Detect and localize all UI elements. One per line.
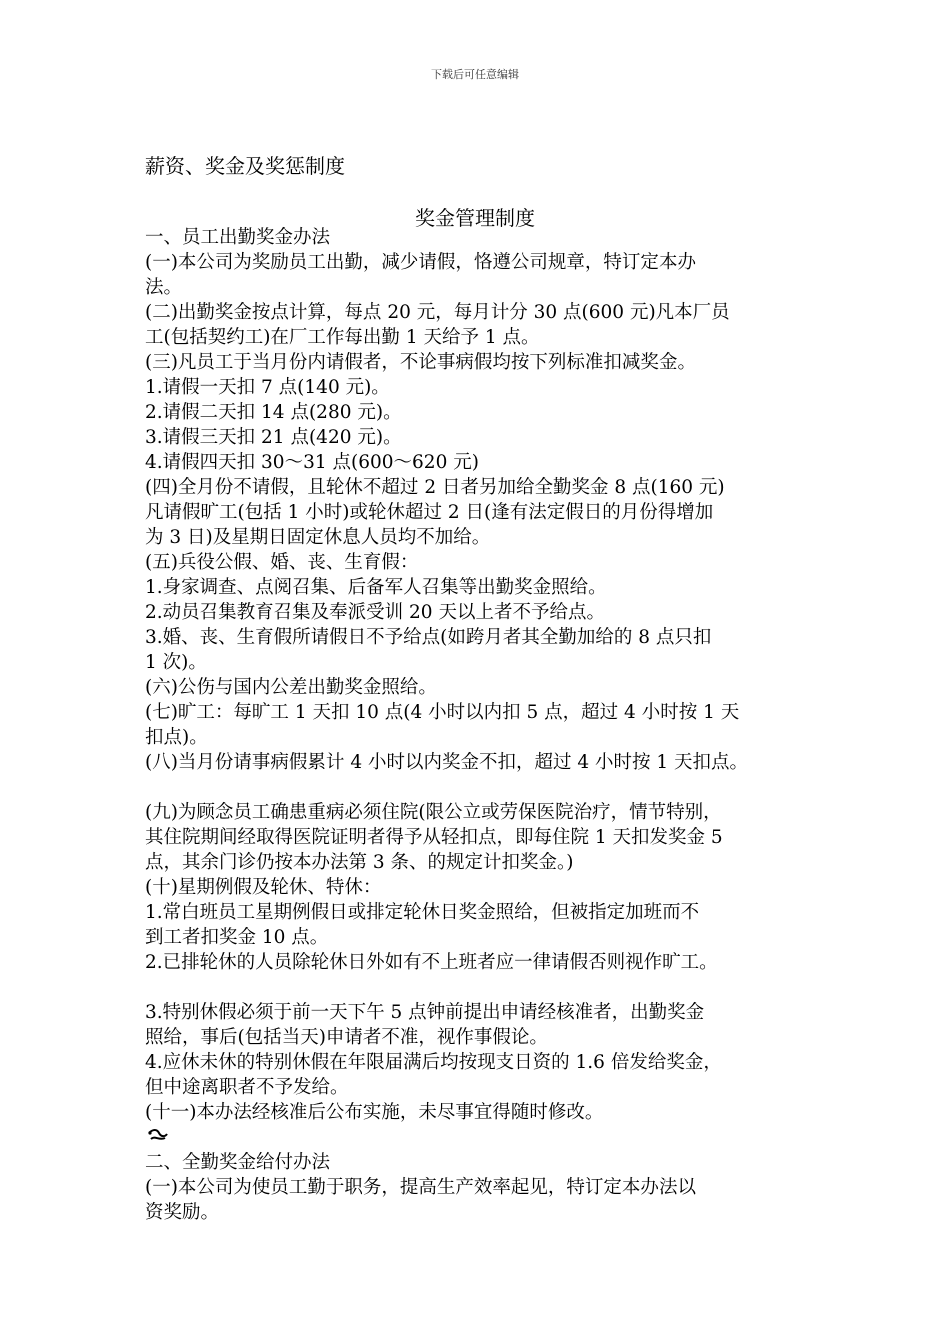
paragraph-group-2 bbox=[145, 1150, 835, 1225]
text-line: 1.身家调查、点阅召集、后备军人召集等出勤奖金照给。 bbox=[145, 577, 607, 598]
text-line: (四)全月份不请假，且轮休不超过 2 日者另加给全勤奖金 8 点(160 元) bbox=[145, 477, 725, 498]
blank-line bbox=[145, 775, 835, 800]
document-title: 薪资、奖金及奖惩制度 bbox=[145, 154, 345, 178]
text-line: 其住院期间经取得医院证明者得予从轻扣点，即每住院 1 天扣发奖金 5 bbox=[145, 827, 723, 848]
text-line: (一)本公司为奖励员工出勤，减少请假，恪遵公司规章，特订定本办 bbox=[145, 252, 696, 273]
header-note: 下载后可任意编辑 bbox=[431, 68, 519, 81]
text-line: (一)本公司为使员工勤于职务，提高生产效率起见，特订定本办法以 bbox=[145, 1177, 696, 1198]
text-line: (七)旷工：每旷工 1 天扣 10 点(4 小时以内扣 5 点，超过 4 小时按 1 天 bbox=[145, 702, 740, 723]
text-line: (三)凡员工于当月份内请假者，不论事病假均按下列标准扣减奖金。 bbox=[145, 352, 696, 373]
ornament-icon bbox=[147, 1129, 169, 1143]
text-line: 到工者扣奖金 10 点。 bbox=[145, 927, 329, 948]
text-line: (十)星期例假及轮休、特休： bbox=[145, 877, 382, 898]
text-line: (十一)本办法经核准后公布实施，未尽事宜得随时修改。 bbox=[145, 1102, 604, 1123]
text-line: 4.应休未休的特别休假在年限届满后均按现支日资的 1.6 倍发给奖金， bbox=[145, 1052, 722, 1073]
text-line: 2.请假二天扣 14 点(280 元)。 bbox=[145, 402, 402, 423]
text-line: (二)出勤奖金按点计算，每点 20 元，每月计分 30 点(600 元)凡本厂员 bbox=[145, 302, 730, 323]
text-line: 为 3 日)及星期日固定休息人员均不加给。 bbox=[145, 527, 491, 548]
text-line: 扣点)。 bbox=[145, 727, 208, 748]
text-line: (八)当月份请事病假累计 4 小时以内奖金不扣，超过 4 小时按 1 天扣点。 bbox=[145, 752, 749, 773]
text-line: 一、员工出勤奖金办法 bbox=[145, 227, 331, 248]
text-line: 1.常白班员工星期例假日或排定轮休日奖金照给，但被指定加班而不 bbox=[145, 902, 700, 923]
text-line: 点，其余门诊仍按本办法第 3 条、的规定计扣奖金。) bbox=[145, 852, 574, 873]
text-line: 4.请假四天扣 30～31 点(600～620 元) bbox=[145, 452, 479, 473]
section-title: 奖金管理制度 bbox=[415, 206, 535, 230]
blank-line bbox=[145, 975, 835, 1000]
text-line: (九)为顾念员工确患重病必须住院(限公立或劳保医院治疗，情节特别， bbox=[145, 802, 722, 823]
text-line: 1.请假一天扣 7 点(140 元)。 bbox=[145, 377, 390, 398]
text-line: 工(包括契约工)在厂工作每出勤 1 天给予 1 点。 bbox=[145, 327, 540, 348]
text-line: 3.婚、丧、生育假所请假日不予给点(如跨月者其全勤加给的 8 点只扣 bbox=[145, 627, 712, 648]
text-line: 1 次)。 bbox=[145, 652, 207, 673]
text-line: (五)兵役公假、婚、丧、生育假： bbox=[145, 552, 419, 573]
paragraph-group-1 bbox=[145, 225, 835, 1125]
text-line: 3.特别休假必须于前一天下午 5 点钟前提出申请经核准者，出勤奖金 bbox=[145, 1002, 705, 1023]
text-line: 3.请假三天扣 21 点(420 元)。 bbox=[145, 427, 402, 448]
text-line: 法。 bbox=[145, 277, 183, 298]
text-line: 凡请假旷工(包括 1 小时)或轮休超过 2 日(逢有法定假日的月份得增加 bbox=[145, 502, 714, 523]
text-line: 但中途离职者不予发给。 bbox=[145, 1077, 349, 1098]
text-line: (六)公伤与国内公差出勤奖金照给。 bbox=[145, 677, 437, 698]
text-line: 二、全勤奖金给付办法 bbox=[145, 1152, 331, 1173]
body-text bbox=[145, 225, 835, 1225]
text-line: 2.动员召集教育召集及奉派受训 20 天以上者不予给点。 bbox=[145, 602, 605, 623]
text-line: 2.已排轮休的人员除轮休日外如有不上班者应一律请假否则视作旷工。 bbox=[145, 952, 718, 973]
text-line: 资奖励。 bbox=[145, 1202, 220, 1223]
text-line: 照给，事后(包括当天)申请者不准，视作事假论。 bbox=[145, 1027, 548, 1048]
